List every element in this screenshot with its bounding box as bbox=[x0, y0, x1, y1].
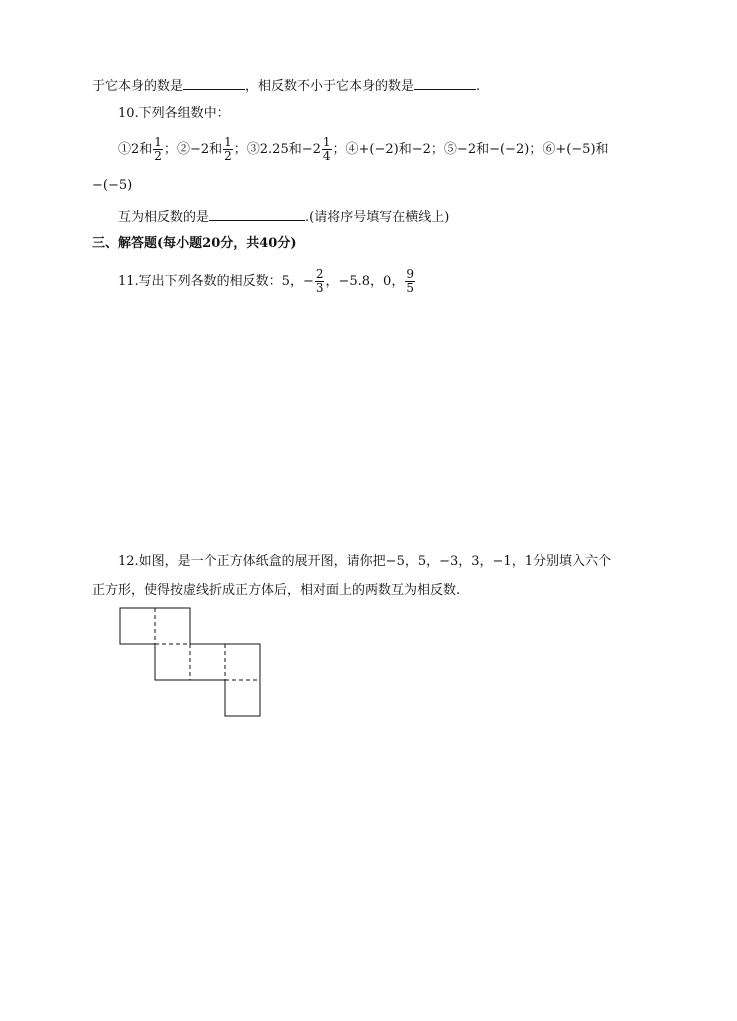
section-3-heading bbox=[92, 234, 296, 254]
separator: ； bbox=[430, 142, 444, 157]
fraction-numerator: 9 bbox=[406, 267, 414, 281]
q10-answer-blank[interactable] bbox=[209, 206, 305, 221]
q10-items-line bbox=[118, 136, 609, 163]
q9-tail-text1: 于它本身的数是 bbox=[92, 79, 184, 94]
net-square-2[interactable] bbox=[155, 608, 190, 644]
fraction-numerator: 1 bbox=[322, 135, 331, 149]
q9-tail-text2: ，相反数不小于它本身的数是 bbox=[245, 79, 415, 94]
q10-item-5: ⑤−2和−(−2) bbox=[443, 142, 530, 157]
separator: ； bbox=[332, 142, 346, 157]
net-square-4[interactable] bbox=[190, 644, 225, 680]
fraction-denominator: 3 bbox=[315, 281, 324, 295]
fraction-one-quarter bbox=[322, 136, 332, 163]
section-3-heading-text: 三、解答题(每小题20分，共40分) bbox=[92, 236, 297, 251]
separator: ； bbox=[163, 142, 177, 157]
fraction-denominator: 2 bbox=[224, 149, 232, 163]
separator: ； bbox=[233, 142, 247, 157]
cube-net-diagram bbox=[110, 600, 270, 720]
q9-tail-text3: . bbox=[476, 79, 481, 94]
q10-stem-text: 10.下列各组数中： bbox=[118, 106, 230, 121]
q11-line bbox=[118, 268, 416, 296]
net-square-6[interactable] bbox=[225, 680, 260, 716]
fraction-numerator: 1 bbox=[224, 135, 232, 149]
net-square-5[interactable] bbox=[225, 644, 260, 680]
q10-answer-text1: 互为相反数的是 bbox=[118, 210, 210, 225]
net-square-1[interactable] bbox=[120, 608, 155, 644]
q10-item-1-prefix: ①2和 bbox=[118, 142, 153, 157]
q11-prefix: 11.写出下列各数的相反数：5，− bbox=[118, 274, 314, 289]
q9-answer-blank-1[interactable] bbox=[183, 75, 245, 90]
fraction-one-half bbox=[153, 136, 163, 163]
separator: ； bbox=[529, 142, 543, 157]
fraction-nine-fifths bbox=[405, 268, 415, 295]
q11-middle: ，−5.8，0， bbox=[325, 274, 405, 289]
fraction-numerator: 2 bbox=[315, 267, 324, 281]
q10-wrap-line bbox=[92, 176, 132, 196]
fraction-numerator: 1 bbox=[154, 135, 162, 149]
q10-item-4: ④+(−2)和−2 bbox=[345, 142, 431, 157]
q9-answer-blank-2[interactable] bbox=[414, 75, 476, 90]
fraction-denominator: 2 bbox=[154, 149, 162, 163]
q9-tail-line bbox=[92, 75, 480, 97]
q10-item-2-prefix: ②−2和 bbox=[176, 142, 223, 157]
fraction-one-half bbox=[223, 136, 233, 163]
q10-stem bbox=[118, 104, 230, 124]
q10-item-6: ⑥+(−5)和 bbox=[542, 142, 609, 157]
q12-line-1 bbox=[118, 552, 611, 572]
q10-answer-line bbox=[118, 206, 449, 228]
net-square-3[interactable] bbox=[155, 644, 190, 680]
q12-text-2: 正方形，使得按虚线折成正方体后，相对面上的两数互为相反数. bbox=[92, 583, 461, 598]
fraction-denominator: 4 bbox=[322, 149, 331, 163]
q10-item-6-wrap: −(−5) bbox=[92, 178, 133, 193]
q12-line-2 bbox=[92, 581, 460, 601]
fraction-two-thirds bbox=[315, 268, 325, 295]
q12-text-1: 12.如图，是一个正方体纸盒的展开图，请你把−5，5，−3，3，−1，1分别填入六个 bbox=[118, 554, 611, 569]
fraction-denominator: 5 bbox=[406, 281, 414, 295]
q10-item-3-prefix: ③2.25和−2 bbox=[246, 142, 321, 157]
q10-answer-text2: .(请将序号填写在横线上) bbox=[305, 210, 450, 225]
